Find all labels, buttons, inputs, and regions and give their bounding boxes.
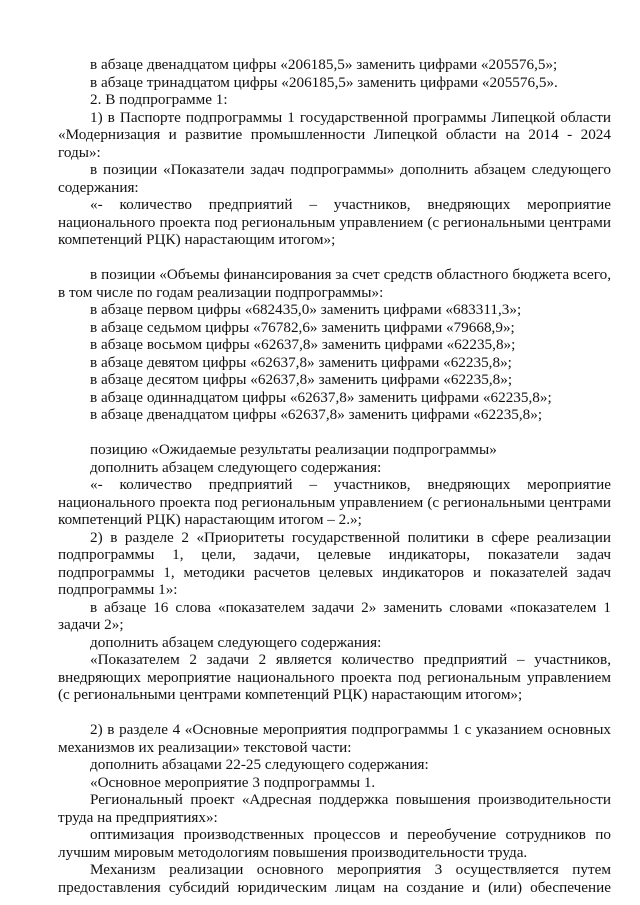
paragraph: 2) в разделе 4 «Основные мероприятия подпрограммы 1 с указанием основных механизмов их реализации» текстовой части: (58, 721, 611, 756)
paragraph: «- количество предприятий – участников, внедряющих мероприятие национального проекта под региональным управлением (с региональными центрами компетенций РЦК) нарастающим итогом»; (58, 196, 611, 248)
paragraph: в абзаце двенадцатом цифры «62637,8» заменить цифрами «62235,8»; (90, 406, 543, 423)
blank-line (58, 249, 611, 267)
paragraph: в абзаце 16 слова «показателем задачи 2» заменить словами «показателем 1 задачи 2»; (58, 598, 611, 633)
paragraph: в абзаце тринадцатом цифры «206185,5» заменить цифрами «205576,5». (90, 73, 558, 91)
paragraph: в абзаце двенадцатом цифры «206185,5» заменить цифрами «205576,5»; (90, 56, 558, 73)
paragraph: Механизм реализации основного мероприятия 3 осуществляется путем предоставления субсидий юридическим лицам на создание и (или) обеспечение (58, 861, 611, 896)
paragraph: 2) в разделе 2 «Приоритеты государственной политики в сфере реализации подпрограммы 1, цели, задачи, целевые индикаторы, показатели задач подпрограммы 1, методики расчетов целевых индикаторов и показателей задач подпрограммы 1»: (58, 528, 611, 598)
paragraph: дополнить абзацем следующего содержания: (90, 633, 382, 651)
paragraph: «Показателем 2 задачи 2 является количество предприятий – участников, внедряющих мероприятие национального проекта под региональным управлением (с региональными центрами компетенций РЦК) нарастающим итогом»; (58, 651, 611, 703)
paragraph: 1) в Паспорте подпрограммы 1 государственной программы Липецкой области «Модернизация и развитие промышленности Липецкой области на 2014 - 2024 годы»: (58, 108, 611, 161)
document-page (58, 56, 611, 896)
paragraph: дополнить абзацами 22-25 следующего содержания: (90, 756, 429, 773)
paragraph: 2. В подпрограмме 1: (90, 91, 228, 108)
blank-line (58, 424, 611, 442)
paragraph: оптимизация производственных процессов и переобучение сотрудников по лучшим мировым методологиям повышения производительности труда. (58, 826, 611, 861)
paragraph: в позиции «Показатели задач подпрограммы» дополнить абзацем следующего содержания: (58, 161, 611, 196)
paragraph: «Основное мероприятие 3 подпрограммы 1. (90, 773, 376, 791)
paragraph: Региональный проект «Адресная поддержка повышения производительности труда на предприятиях»: (58, 791, 611, 826)
paragraph: в абзаце восьмом цифры «62637,8» заменить цифрами «62235,8»; (90, 336, 516, 353)
paragraph: в позиции «Объемы финансирования за счет средств областного бюджета всего, в том числе по годам реализации подпрограммы»: (58, 266, 611, 301)
paragraph: в абзаце одиннадцатом цифры «62637,8» заменить цифрами «62235,8»; (90, 388, 552, 406)
paragraph: в абзаце девятом цифры «62637,8» заменить цифрами «62235,8»; (90, 353, 512, 371)
paragraph: в абзаце седьмом цифры «76782,6» заменить цифрами «79668,9»; (90, 318, 515, 336)
paragraph: в абзаце первом цифры «682435,0» заменить цифрами «683311,3»; (90, 301, 522, 318)
paragraph: в абзаце десятом цифры «62637,8» заменить цифрами «62235,8»; (90, 371, 513, 388)
blank-line (58, 704, 611, 722)
paragraph: «- количество предприятий – участников, внедряющих мероприятие национального проекта под региональным управлением (с региональными центрами компетенций РЦК) нарастающим итогом – 2.»; (58, 476, 611, 528)
paragraph: позицию «Ожидаемые результаты реализации подпрограммы» (90, 441, 497, 458)
paragraph: дополнить абзацем следующего содержания: (90, 458, 382, 476)
